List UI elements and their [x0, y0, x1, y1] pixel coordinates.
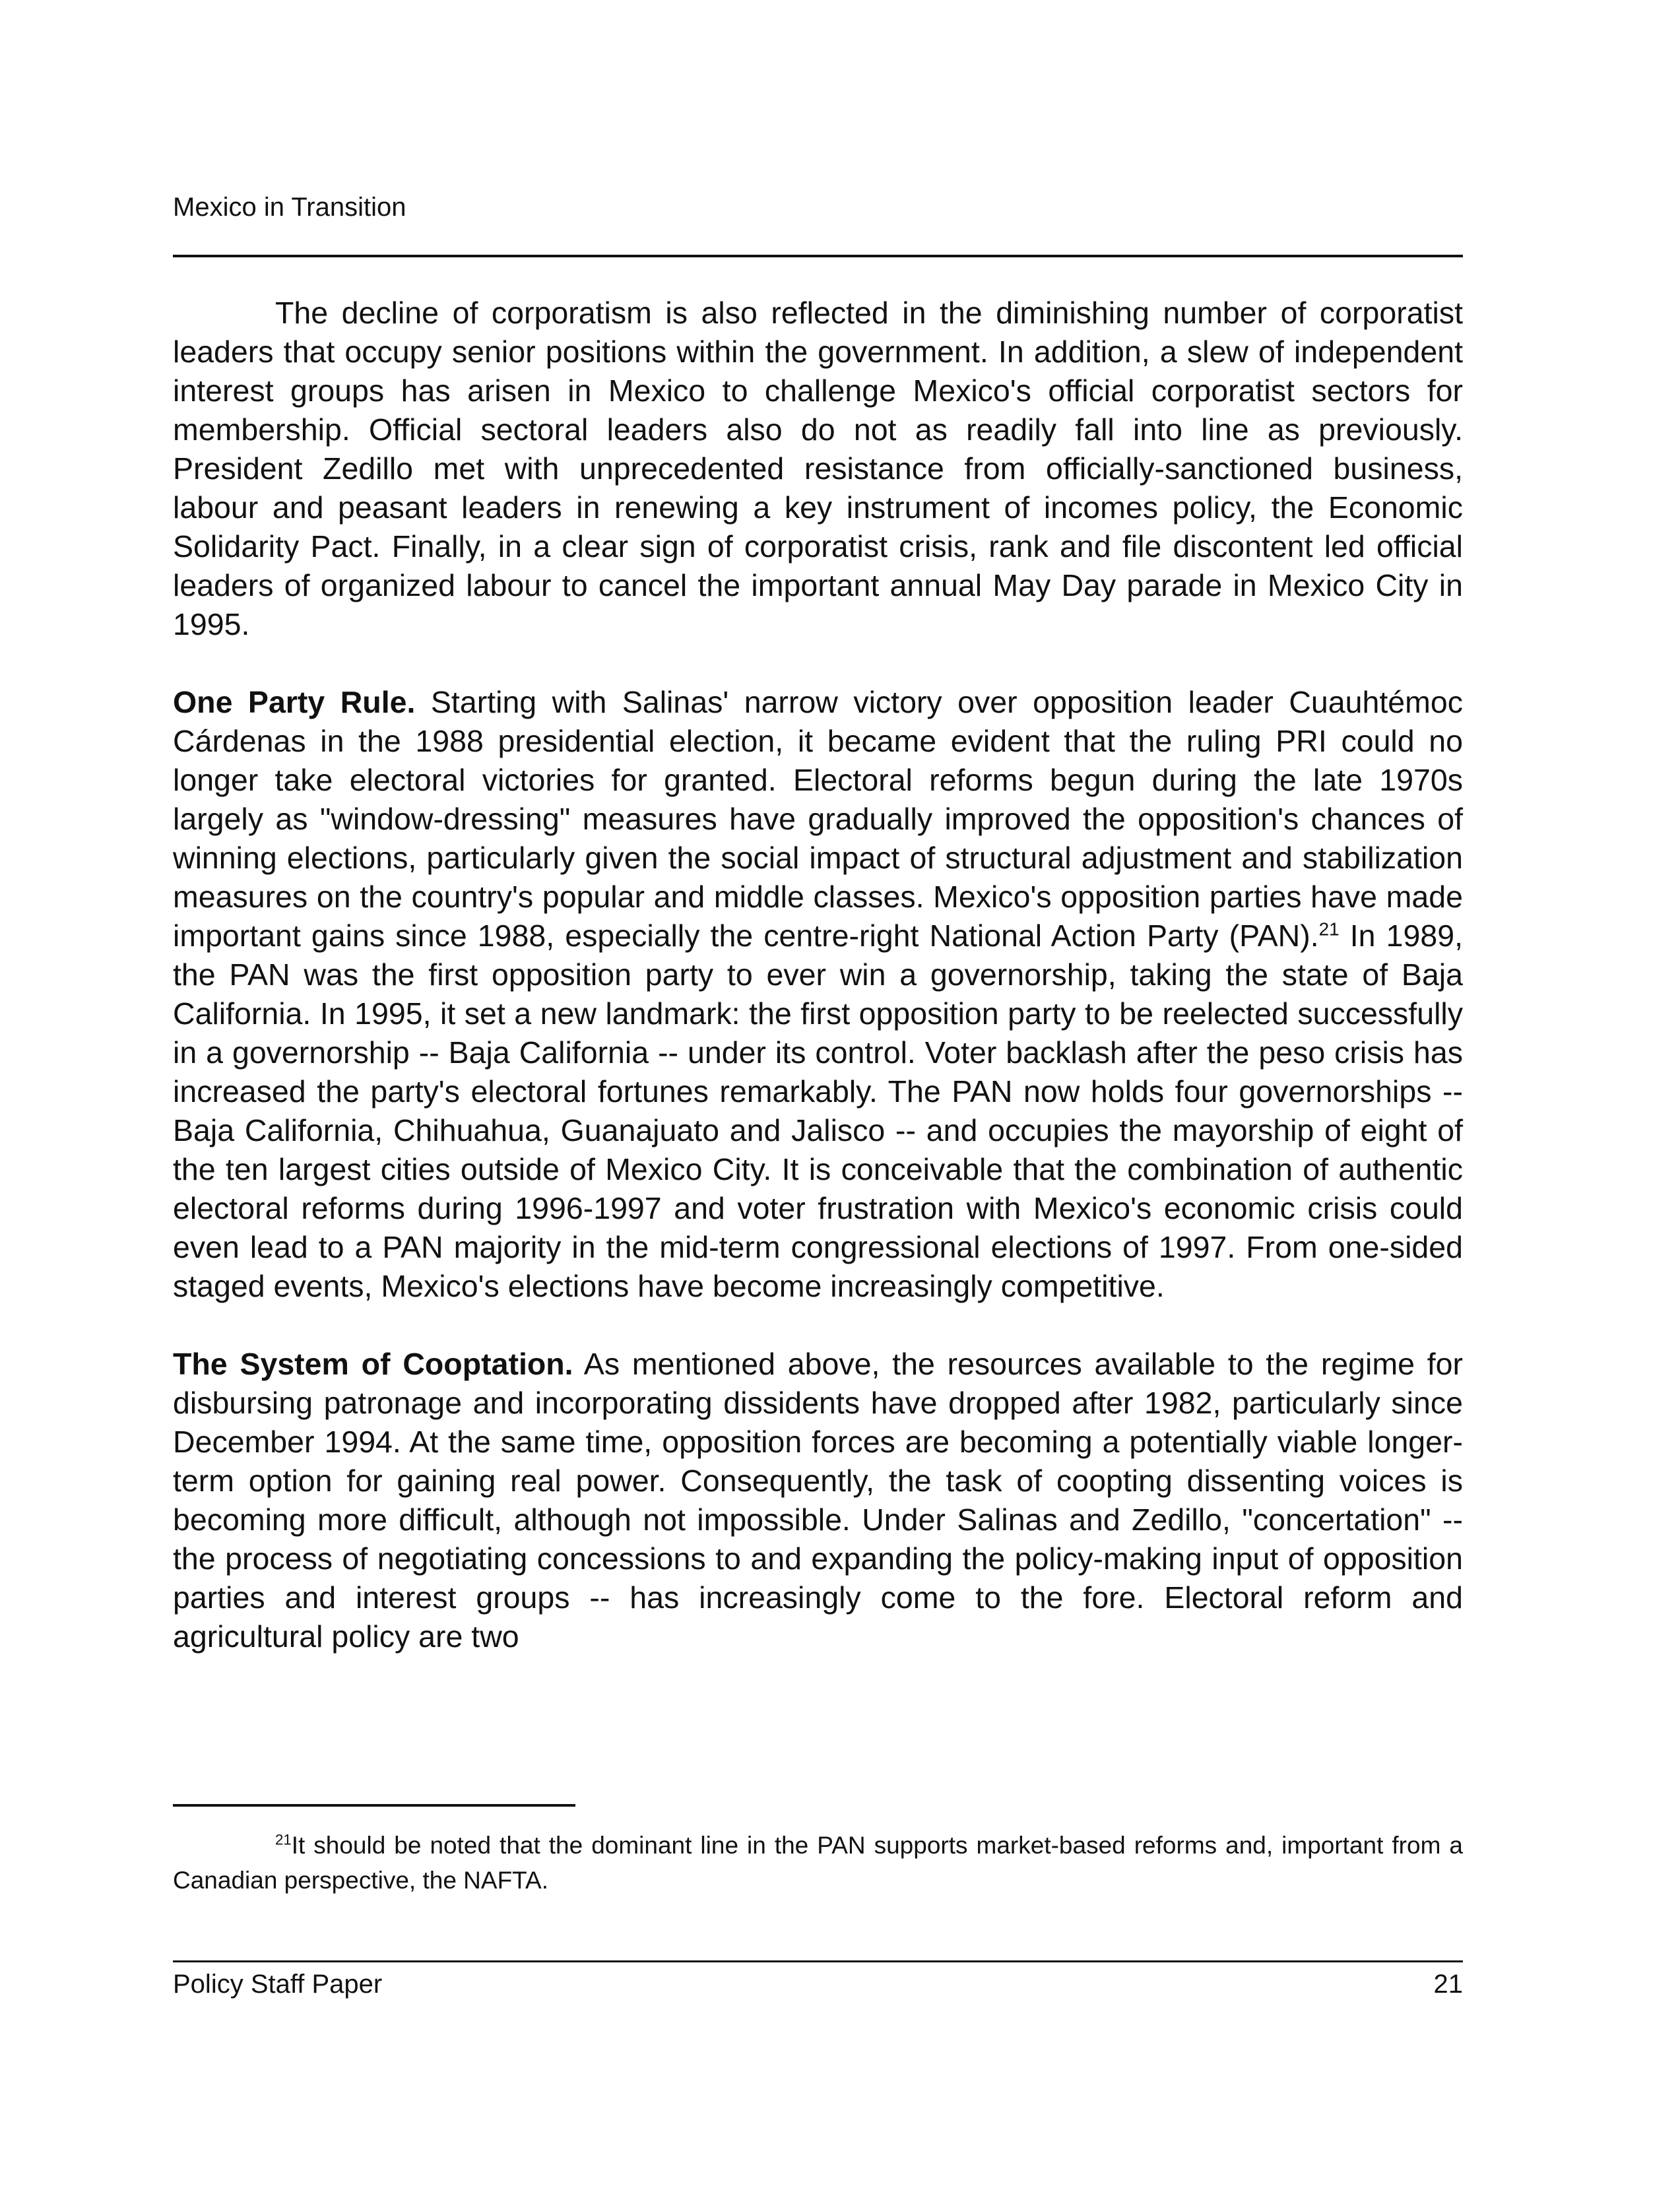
paragraph-heading: The System of Cooptation.	[173, 1347, 573, 1381]
paragraph-heading: One Party Rule.	[173, 685, 416, 719]
footnote-number: 21	[275, 1831, 292, 1848]
footer-publication: Policy Staff Paper	[173, 1970, 383, 1999]
running-header: Mexico in Transition	[173, 193, 406, 222]
page-number: 21	[1433, 1970, 1463, 1999]
footnote-reference: 21	[1318, 919, 1340, 940]
paragraph-corporatism	[173, 294, 1463, 644]
body-text	[173, 294, 1463, 1695]
paragraph-text: As mentioned above, the resources available to the regime for disbursing patronage and incorporating dissidents have dropped after 1982, particularly since December 1994. At the same time, opposition forces are becoming a potentially viable longer-term option for gaining real power. Consequently, the task of coopting dissenting voices is becoming more difficult, although not impossible. Under Salinas and Zedillo, "concertation" -- the process of negotiating concessions to and expanding the policy-making input of opposition parties and interest groups -- has increasingly come to the fore. Electoral reform and agricultural policy are two	[173, 1347, 1463, 1654]
footnote-rule	[173, 1804, 575, 1807]
paragraph-text: The decline of corporatism is also reflected in the diminishing number of corporatist leaders that occupy senior positions within the government. In addition, a slew of independent interest groups has arisen in Mexico to challenge Mexico's official corporatist sectors for membership. Official sectoral leaders also do not as readily fall into line as previously. President Zedillo met with unprecedented resistance from officially-sanctioned business, labour and peasant leaders in renewing a key instrument of incomes policy, the Economic Solidarity Pact. Finally, in a clear sign of corporatist crisis, rank and file discontent led official leaders of organized labour to cancel the important annual May Day parade in Mexico City in 1995.	[173, 296, 1463, 641]
paragraph-text: Starting with Salinas' narrow victory over opposition leader Cuauhtémoc Cárdenas in the 1988 presidential election, it became evident that the ruling PRI could no longer take electoral victories for granted. Electoral reforms begun during the late 1970s largely as "window-dressing" measures have gradually improved the opposition's chances of winning elections, particularly given the social impact of structural adjustment and stabilization measures on the country's popular and middle classes. Mexico's opposition parties have made important gains since 1988, especially the centre-right National Action Party (PAN).	[173, 685, 1463, 953]
footer-rule	[173, 1960, 1463, 1962]
paragraph-cooptation	[173, 1345, 1463, 1656]
footnote	[173, 1828, 1463, 1898]
paragraph-text-continued: In 1989, the PAN was the first opposition party to ever win a governorship, taking the state of Baja California. In 1995, it set a new landmark: the first opposition party to be reelected successfully in a governorship -- Baja California -- under its control. Voter backlash after the peso crisis has increased the party's electoral fortunes remarkably. The PAN now holds four governorships -- Baja California, Chihuahua, Guanajuato and Jalisco -- and occupies the mayorship of eight of the ten largest cities outside of Mexico City. It is conceivable that the combination of authentic electoral reforms during 1996-1997 and voter frustration with Mexico's economic crisis could even lead to a PAN majority in the mid-term congressional elections of 1997. From one-sided staged events, Mexico's elections have become increasingly competitive.	[173, 919, 1463, 1303]
footnote-text: It should be noted that the dominant line in the PAN supports market-based reforms and, important from a Canadian perspective, the NAFTA.	[173, 1832, 1463, 1894]
paragraph-one-party-rule	[173, 683, 1463, 1306]
header-rule	[173, 255, 1463, 257]
